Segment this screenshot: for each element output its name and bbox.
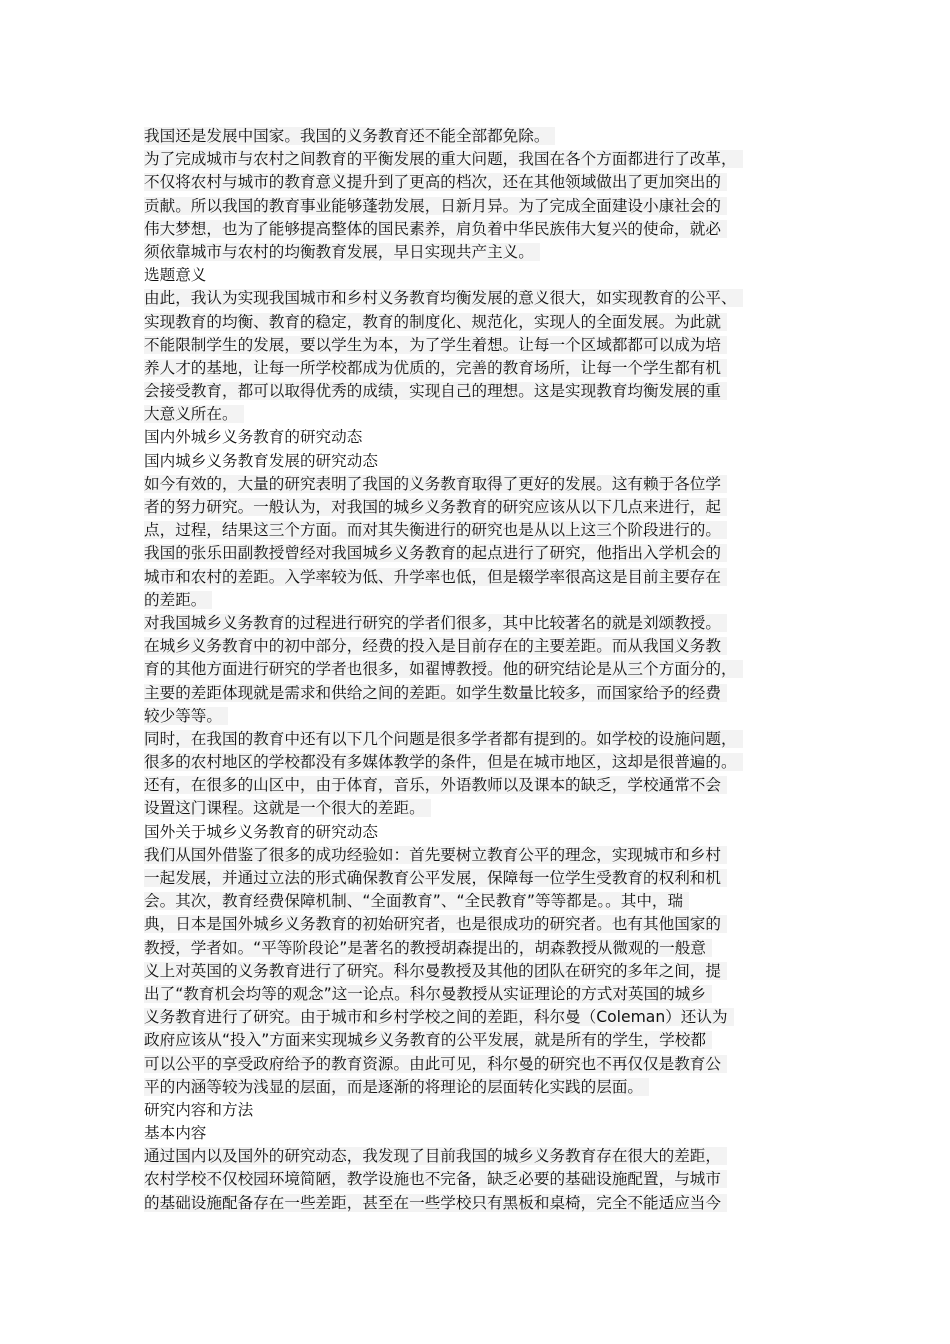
text-line-content: 在城乡义务教育中的初中部分，经费的投入是目前存在的主要差距。而从我国义务教 [144,637,727,655]
text-line-content: 可以公平的享受政府给予的教育资源。由此可见，科尔曼的研究也不再仅仅是教育公 [144,1055,727,1073]
text-line-content: 设置这门课程。这就是一个很大的差距。 [144,799,431,817]
text-line [144,334,808,357]
text-line-content: 的基础设施配备存在一些差距，甚至在一些学校只有黑板和桌椅，完全不能适应当今 [144,1194,727,1212]
section-heading [144,1122,808,1145]
text-line [144,311,808,334]
text-line-content: 须依靠城市与农村的均衡教育发展，早日实现共产主义。 [144,243,540,261]
text-line [144,473,808,496]
text-line [144,844,808,867]
text-line-content: 义上对英国的义务教育进行了研究。科尔曼教授及其他的团队在研究的多年之间，提 [144,962,727,980]
text-line [144,774,808,797]
text-line [144,1006,808,1029]
text-line [144,1192,808,1215]
text-line [144,1053,808,1076]
text-line-content: 国内城乡义务教育发展的研究动态 [144,451,378,470]
text-line [144,658,808,681]
text-line [144,728,808,751]
text-line [144,148,808,171]
text-line-content: 会接受教育，都可以取得优秀的成绩，实现自己的理想。这是实现教育均衡发展的重 [144,382,727,400]
text-line [144,682,808,705]
text-line [144,937,808,960]
text-line-content: 同时，在我国的教育中还有以下几个问题是很多学者都有提到的。如学校的设施问题， [144,730,743,748]
text-line [144,867,808,890]
text-line-content: 国外关于城乡义务教育的研究动态 [144,822,378,841]
text-line-content: 国内外城乡义务教育的研究动态 [144,428,363,447]
text-line [144,171,808,194]
text-line-content: 义务教育进行了研究。由于城市和乡村学校之间的差距，科尔曼（Coleman）还认为 [144,1008,734,1026]
text-line [144,195,808,218]
section-heading [144,264,808,287]
text-line [144,566,808,589]
text-line [144,705,808,728]
section-heading [144,426,808,449]
text-line-content: 不能限制学生的发展，要以学生为本，为了学生着想。让每一个区域都都可以成为培 [144,336,727,354]
text-line-content: 育的其他方面进行研究的学者也很多，如翟博教授。他的研究结论是从三个方面分的， [144,660,743,678]
text-line-content: 贡献。所以我国的教育事业能够蓬勃发展，日新月异。为了完成全面建设小康社会的 [144,197,727,215]
text-line-content: 大意义所在。 [144,405,244,423]
text-line [144,1145,808,1168]
text-line [144,635,808,658]
text-line-content: 城市和农村的差距。入学率较为低、升学率也低，但是辍学率很高这是目前主要存在 [144,568,727,586]
text-line [144,890,808,913]
text-line-content: 主要的差距体现就是需求和供给之间的差距。如学生数量比较多，而国家给予的经费 [144,684,727,702]
text-line-content: 教授，学者如。“平等阶段论”是著名的教授胡森提出的，胡森教授从微观的一般意 [144,939,712,957]
text-line [144,589,808,612]
text-line-content: 我国的张乐田副教授曾经对我国城乡义务教育的起点进行了研究，他指出入学机会的 [144,544,727,562]
text-line [144,1168,808,1191]
text-line-content: 者的努力研究。一般认为，对我国的城乡义务教育的研究应该从以下几点来进行，起 [144,498,727,516]
text-line-content: 为了完成城市与农村之间教育的平衡发展的重大问题，我国在各个方面都进行了改革， [144,150,743,168]
text-line [144,612,808,635]
text-line-content: 基本内容 [144,1124,207,1143]
text-line [144,913,808,936]
text-line [144,403,808,426]
text-line-content: 点，过程，结果这三个方面。而对其失衡进行的研究也是从以上这三个阶段进行的。 [144,521,727,539]
text-line-content: 如今有效的，大量的研究表明了我国的义务教育取得了更好的发展。这有赖于各位学 [144,475,727,493]
section-heading [144,450,808,473]
text-line [144,797,808,820]
text-line-content: 养人才的基地，让每一所学校都成为优质的，完善的教育场所，让每一个学生都有机 [144,359,727,377]
text-line-content: 政府应该从“投入”方面来实现城乡义务教育的公平发展，就是所有的学生，学校都 [144,1031,712,1049]
text-line-content: 的差距。 [144,591,212,609]
text-line [144,1029,808,1052]
section-heading [144,821,808,844]
text-line-content: 对我国城乡义务教育的过程进行研究的学者们很多，其中比较著名的就是刘颂教授。 [144,614,727,632]
text-line [144,983,808,1006]
text-line-content: 很多的农村地区的学校都没有多媒体教学的条件，但是在城市地区，这却是很普遍的。 [144,753,743,771]
text-line-content: 一起发展，并通过立法的形式确保教育公平发展，保障每一位学生受教育的权利和机 [144,869,727,887]
section-heading [144,1099,808,1122]
text-line-content: 会。其次，教育经费保障机制、“全面教育”、“全民教育”等等都是。。其中，瑞 [144,892,689,910]
text-line-content: 不仅将农村与城市的教育意义提升到了更高的档次，还在其他领域做出了更加突出的 [144,173,727,191]
text-line [144,218,808,241]
text-line [144,519,808,542]
text-line-content: 伟大梦想，也为了能够提高整体的国民素养，肩负着中华民族伟大复兴的使命，就必 [144,220,727,238]
text-line-content: 平的内涵等较为浅显的层面，而是逐渐的将理论的层面转化实践的层面。 [144,1078,649,1096]
text-line [144,496,808,519]
text-line [144,751,808,774]
text-line-content: 通过国内以及国外的研究动态，我发现了目前我国的城乡义务教育存在很大的差距， [144,1147,727,1165]
text-line [144,241,808,264]
text-line-content: 实现教育的均衡、教育的稳定，教育的制度化、规范化，实现人的全面发展。为此就 [144,313,727,331]
text-line-content: 由此，我认为实现我国城市和乡村义务教育均衡发展的意义很大，如实现教育的公平、 [144,289,743,307]
text-line [144,357,808,380]
text-line-content: 出了“教育机会均等的观念”这一论点。科尔曼教授从实证理论的方式对英国的城乡 [144,985,712,1003]
text-line-content: 较少等等。 [144,707,228,725]
document-body [144,125,808,1215]
text-line-content: 选题意义 [144,266,207,285]
text-line [144,380,808,403]
text-line-content: 我们从国外借鉴了很多的成功经验如：首先要树立教育公平的理念，实现城市和乡村 [144,846,727,864]
text-line [144,542,808,565]
text-line-content: 还有，在很多的山区中，由于体育，音乐，外语教师以及课本的缺乏，学校通常不会 [144,776,727,794]
text-line-content: 农村学校不仅校园环境简陋，教学设施也不完备，缺乏必要的基础设施配置，与城市 [144,1170,727,1188]
text-line [144,1076,808,1099]
text-line [144,960,808,983]
text-line [144,125,808,148]
text-line-content: 研究内容和方法 [144,1100,254,1119]
text-line-content: 典，日本是国外城乡义务教育的初始研究者，也是很成功的研究者。也有其他国家的 [144,915,727,933]
text-line-content: 我国还是发展中国家。我国的义务教育还不能全部都免除。 [144,127,555,145]
text-line [144,287,808,310]
